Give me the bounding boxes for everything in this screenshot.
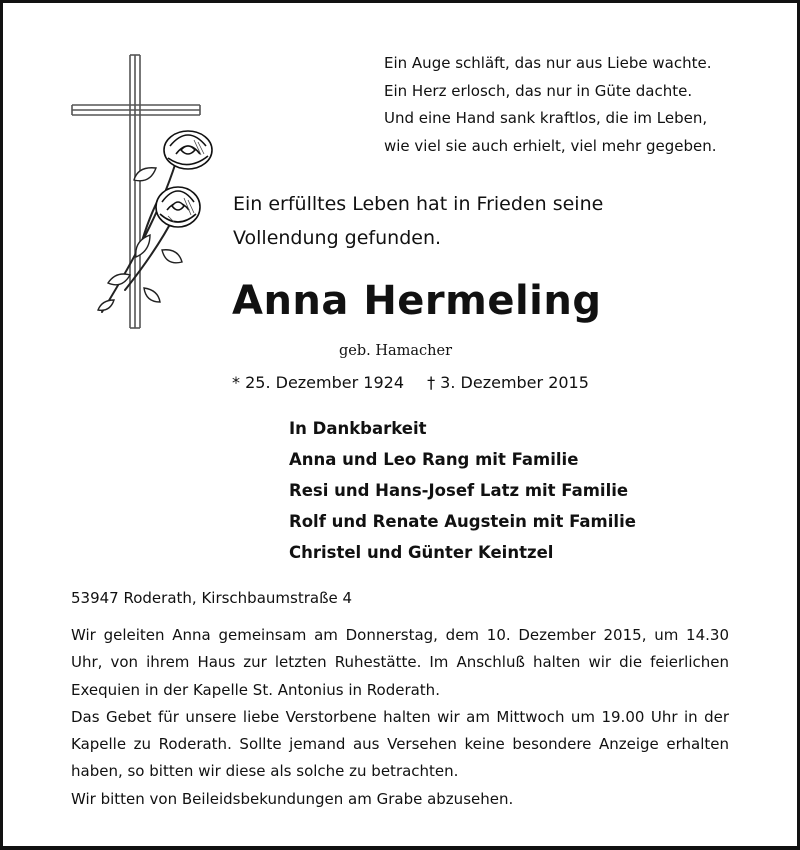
mourner-line: Rolf und Renate Augstein mit Familie bbox=[289, 512, 636, 531]
funeral-notice bbox=[71, 622, 729, 813]
cross-with-roses-icon bbox=[70, 50, 230, 340]
death-date: † 3. Dezember 2015 bbox=[427, 373, 589, 392]
mourner-line: Resi und Hans-Josef Latz mit Familie bbox=[289, 481, 629, 500]
poem-line: Ein Herz erlosch, das nur in Güte dachte. bbox=[384, 81, 693, 100]
intro-line: Vollendung gefunden. bbox=[233, 227, 442, 249]
mourners-list bbox=[289, 413, 636, 568]
birth-date: * 25. Dezember 1924 bbox=[232, 373, 404, 392]
deceased-name: Anna Hermeling bbox=[232, 278, 602, 324]
notice-paragraph: Wir bitten von Beileidsbekundungen am Grabe abzusehen. bbox=[71, 789, 514, 808]
maiden-name: geb. Hamacher bbox=[339, 343, 453, 359]
mourner-line: In Dankbarkeit bbox=[289, 419, 427, 438]
poem-line: Ein Auge schläft, das nur aus Liebe wachte. bbox=[384, 54, 712, 72]
intro-text bbox=[233, 187, 603, 255]
address: 53947 Roderath, Kirschbaumstraße 4 bbox=[71, 589, 353, 607]
mourner-line: Anna und Leo Rang mit Familie bbox=[289, 450, 579, 469]
poem-line: wie viel sie auch erhielt, viel mehr gegeben. bbox=[384, 136, 717, 155]
mourner-line: Christel und Günter Keintzel bbox=[289, 543, 554, 562]
poem-line: Und eine Hand sank kraftlos, die im Leben, bbox=[384, 109, 708, 127]
notice-paragraph: Wir geleiten Anna gemeinsam am Donnerstag, dem 10. Dezember 2015, um 14.30 Uhr, von ihrem Haus zur letzten Ruhestätte. Im Anschluß halten wir die feierlichen Exequien in der Kapelle St. Antonius in Roderath. bbox=[71, 626, 729, 699]
poem bbox=[384, 50, 784, 160]
notice-paragraph: Das Gebet für unsere liebe Verstorbene halten wir am Mittwoch um 19.00 Uhr in der Kapelle zu Roderath. Sollte jemand aus Versehen keine besondere Anzeige erhalten haben, so bitten wir diese als solche zu betrachten. bbox=[71, 707, 729, 781]
life-dates bbox=[232, 373, 589, 392]
intro-line: Ein erfülltes Leben hat in Frieden seine bbox=[233, 193, 604, 215]
